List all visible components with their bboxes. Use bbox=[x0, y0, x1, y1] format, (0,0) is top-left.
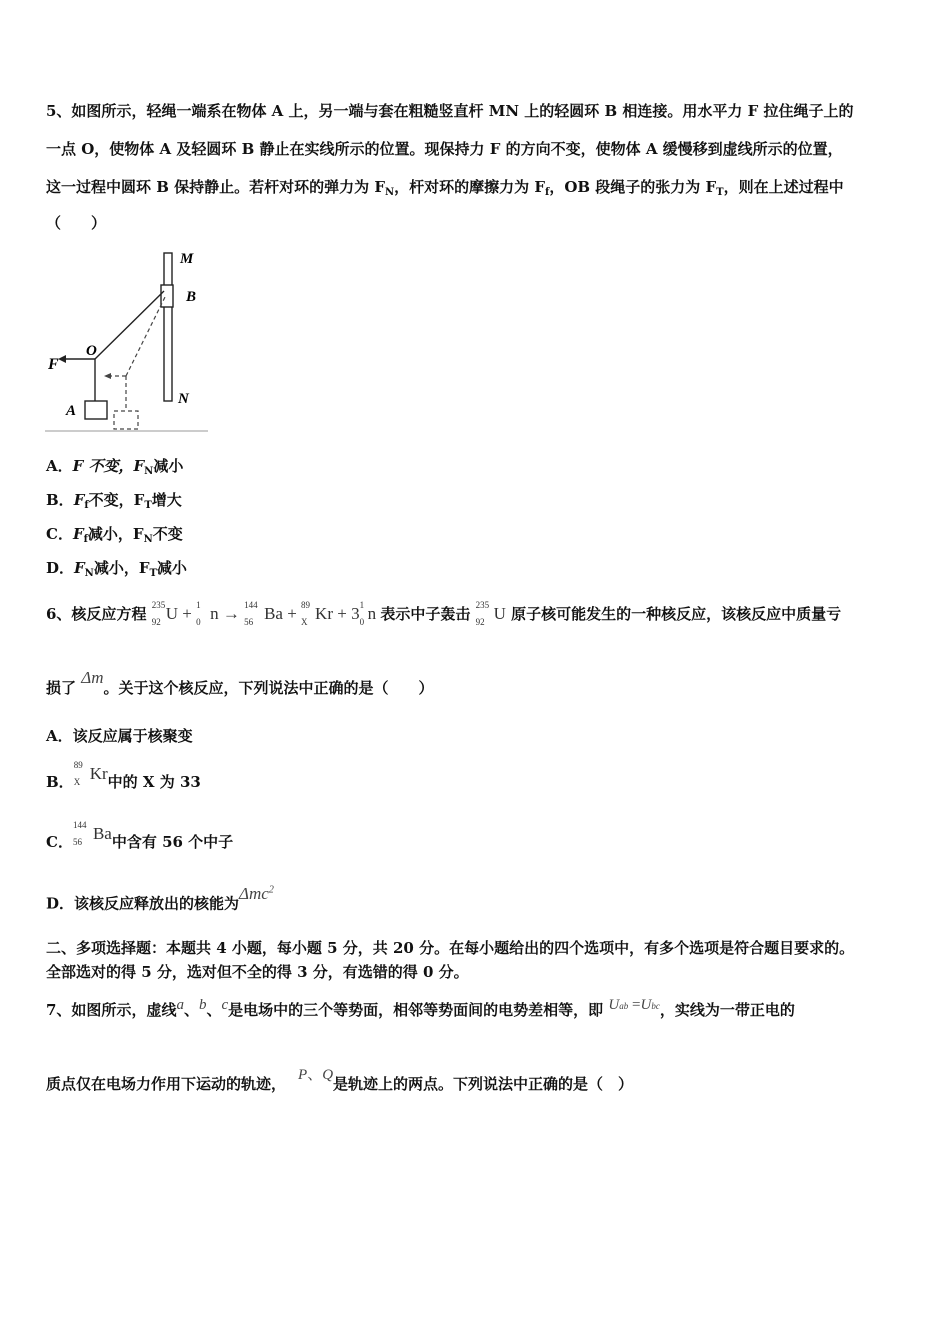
symbol: U bbox=[165, 604, 178, 623]
nuclide-kr89 bbox=[301, 600, 333, 627]
q7-stem-line1 bbox=[46, 997, 795, 1022]
nuclear-equation bbox=[151, 600, 381, 627]
delta-m: Δm bbox=[81, 668, 104, 687]
atomic-number: X bbox=[301, 617, 308, 627]
section2-heading-line2: 全部选对的得 5 分，选对但不全的得 3 分，有选错的得 0 分。 bbox=[46, 963, 469, 981]
subscript: N bbox=[84, 568, 94, 579]
option-text: 不变，F bbox=[88, 491, 145, 509]
q6-stem-line1 bbox=[46, 600, 842, 627]
nuclide-neutron bbox=[359, 600, 377, 627]
option-text: D．该核反应释放出的核能为 bbox=[46, 894, 240, 913]
dashed-rope bbox=[126, 295, 166, 376]
separator: 、 bbox=[206, 1001, 222, 1019]
arrow-head bbox=[58, 355, 66, 363]
atomic-number: 56 bbox=[244, 617, 254, 627]
mass-number: 235 bbox=[475, 600, 490, 610]
q6-text: 损了 bbox=[46, 679, 77, 697]
rope-ob bbox=[95, 291, 164, 359]
q6-text: 原子核可能发生的一种核反应，该核反应中质量亏 bbox=[511, 605, 842, 623]
option-text: 减小，F bbox=[93, 559, 150, 577]
exponent: 2 bbox=[268, 884, 274, 895]
option-text: 减小 bbox=[153, 457, 184, 475]
option-text: 不变 bbox=[152, 525, 183, 543]
q5-option-c[interactable] bbox=[46, 524, 183, 547]
plus: + bbox=[182, 604, 192, 623]
q7-stem-line2 bbox=[46, 1067, 634, 1095]
separator: 、 bbox=[307, 1067, 323, 1083]
equals: = bbox=[632, 997, 641, 1013]
mass-number: 235 bbox=[151, 600, 166, 610]
plus: + bbox=[287, 604, 297, 623]
subscript: bc bbox=[651, 1001, 660, 1011]
symbol: Kr bbox=[315, 604, 333, 623]
block-a bbox=[85, 401, 107, 419]
atomic-number: 92 bbox=[151, 617, 161, 627]
q6-prefix: 6、核反应方程 bbox=[46, 605, 147, 623]
var-c: c bbox=[221, 997, 229, 1013]
q5-text: ，OB 段绳子的张力为 F bbox=[549, 178, 717, 196]
option-label: D． bbox=[46, 559, 75, 577]
label-o: O bbox=[86, 343, 97, 359]
mass-number: 144 bbox=[72, 820, 87, 830]
q5-option-b[interactable] bbox=[46, 490, 182, 513]
rod-mn bbox=[164, 253, 172, 401]
nuclide-kr89 bbox=[73, 760, 108, 787]
subscript: f bbox=[545, 187, 550, 198]
mass-number: 144 bbox=[244, 600, 258, 610]
symbol: U bbox=[640, 997, 652, 1013]
q7-text: ，实线为一带正电的 bbox=[659, 1001, 795, 1019]
plus: + 3 bbox=[337, 604, 360, 623]
q5-stem-line2: 一点 O，使物体 A 及轻圆环 B 静止在实线所示的位置。现保持力 F 的方向不变，使物体 A 缓慢移到虚线所示的位置， bbox=[46, 140, 843, 158]
option-text: 减小，F bbox=[87, 525, 144, 543]
mass-number: 1 bbox=[359, 600, 365, 610]
symbol: Ba bbox=[264, 604, 283, 623]
label-f: F bbox=[48, 356, 59, 373]
symbol: P bbox=[298, 1067, 308, 1083]
subscript: f bbox=[84, 500, 89, 511]
q5-option-d[interactable] bbox=[46, 558, 187, 581]
nuclide-u235 bbox=[151, 600, 178, 627]
var-a: a bbox=[176, 997, 184, 1013]
symbol: U bbox=[608, 997, 620, 1013]
var-b: b bbox=[198, 997, 207, 1013]
atomic-number: X bbox=[73, 777, 81, 787]
option-label: B． bbox=[46, 773, 74, 791]
q6-option-d[interactable] bbox=[46, 883, 274, 914]
symbol: Q bbox=[322, 1067, 334, 1083]
mass-number: 89 bbox=[73, 760, 83, 770]
potential-diff-eq bbox=[608, 997, 659, 1013]
subscript: T bbox=[149, 568, 157, 579]
mass-number: 1 bbox=[196, 600, 201, 610]
q5-option-a[interactable] bbox=[46, 456, 183, 479]
option-text: F 不变，F bbox=[72, 457, 145, 475]
option-text: 增大 bbox=[151, 491, 182, 509]
q6-option-b[interactable] bbox=[46, 760, 201, 792]
q6-text: 表示中子轰击 bbox=[380, 605, 471, 623]
atomic-number: 92 bbox=[475, 617, 485, 627]
q7-text: 是电场中的三个等势面，相邻等势面间的电势差相等，即 bbox=[228, 1001, 604, 1019]
q6-option-c[interactable] bbox=[46, 820, 234, 852]
label-b: B bbox=[186, 289, 197, 305]
arrow: → bbox=[222, 604, 240, 623]
option-text: F bbox=[72, 525, 84, 543]
q5-figure bbox=[40, 245, 215, 437]
q5-answer-paren: （ ） bbox=[46, 214, 107, 232]
subscript: f bbox=[83, 534, 88, 545]
section2-heading-line1: 二、多项选择题：本题共 4 小题，每小题 5 分，共 20 分。在每小题给出的四个选项中，有多个选项是符合题目要求的。 bbox=[46, 939, 855, 957]
option-label: A． bbox=[46, 457, 73, 475]
q5-text: ，则在上述过程中 bbox=[723, 178, 844, 196]
nuclide-ba144 bbox=[244, 600, 283, 627]
q7-text: 是轨迹上的两点。下列说法中正确的是（ ） bbox=[333, 1075, 634, 1093]
point-pq bbox=[298, 1067, 333, 1083]
separator: 、 bbox=[183, 1001, 199, 1019]
option-text: F bbox=[73, 491, 85, 509]
symbol: n bbox=[210, 604, 219, 623]
option-text: 减小 bbox=[156, 559, 187, 577]
q5-text: 这一过程中圆环 B 保持静止。若杆对环的弹力为 F bbox=[46, 178, 385, 196]
option-label: B． bbox=[46, 491, 74, 509]
option-text: 中含有 56 个中子 bbox=[111, 833, 234, 851]
ring-b bbox=[161, 285, 173, 307]
q5-stem-line3 bbox=[46, 177, 844, 200]
delta-mc2 bbox=[239, 884, 274, 903]
subscript: N bbox=[144, 466, 154, 477]
option-text: 中的 X 为 33 bbox=[107, 773, 201, 791]
subscript: N bbox=[385, 187, 395, 198]
symbol: Ba bbox=[92, 824, 112, 843]
q6-option-a[interactable]: A．该反应属于核聚变 bbox=[46, 727, 193, 745]
mass-number: 89 bbox=[301, 600, 311, 610]
nuclide-ba144 bbox=[72, 820, 112, 847]
symbol: Kr bbox=[89, 764, 108, 783]
subscript: T bbox=[716, 187, 724, 198]
q6-stem-line2 bbox=[46, 668, 434, 698]
q6-text: 。关于这个核反应，下列说法中正确的是（ ） bbox=[103, 679, 434, 697]
nuclide-neutron bbox=[196, 600, 219, 627]
q7-text: 7、如图所示，虚线 bbox=[46, 1001, 177, 1019]
q5-text: ，杆对环的摩擦力为 F bbox=[394, 178, 546, 196]
symbol: n bbox=[367, 604, 377, 623]
subscript: ab bbox=[619, 1001, 629, 1011]
atomic-number: 0 bbox=[359, 617, 365, 627]
option-label: C． bbox=[46, 833, 73, 851]
label-n: N bbox=[178, 391, 189, 407]
symbol: U bbox=[493, 604, 506, 623]
arrow-head bbox=[104, 373, 111, 379]
block-a-dashed bbox=[114, 411, 138, 429]
atomic-number: 56 bbox=[72, 837, 82, 847]
math-text: Δmc bbox=[239, 883, 269, 903]
atomic-number: 0 bbox=[196, 617, 201, 627]
label-m: M bbox=[180, 251, 194, 267]
q5-stem-line1: 5、如图所示，轻绳一端系在物体 A 上，另一端与套在粗糙竖直杆 MN 上的轻圆环 B 相连接。用水平力 F 拉住绳子上的 bbox=[46, 102, 854, 120]
label-a: A bbox=[66, 403, 77, 419]
option-text: F bbox=[74, 559, 85, 577]
option-label: C． bbox=[46, 525, 73, 543]
nuclide-u235 bbox=[475, 600, 506, 627]
q7-text: 质点仅在电场力作用下运动的轨迹， bbox=[46, 1075, 287, 1093]
subscript: T bbox=[144, 500, 152, 511]
subscript: N bbox=[143, 534, 153, 545]
